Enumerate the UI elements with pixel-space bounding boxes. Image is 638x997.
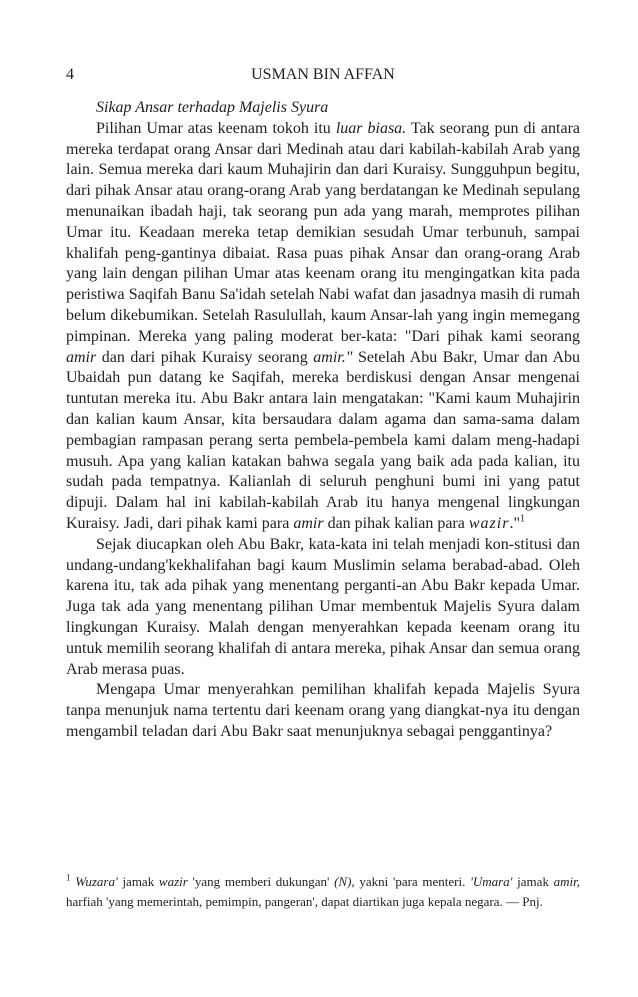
paragraph-1-text: dan dari pihak Kuraisy seorang — [96, 348, 314, 366]
footnote-term: 'Umara' — [470, 874, 513, 889]
emphasis-amir: amir — [66, 348, 97, 366]
footnote-text: harfiah 'yang memerintah, pemimpin, pangeran', dapat diartikan juga kepala negara. — Pnj. — [66, 894, 543, 909]
footnote-term: (N), — [334, 874, 355, 889]
paragraph-1-text: dan pihak kalian para — [323, 514, 469, 532]
page-number: 4 — [66, 66, 74, 83]
footnote-term: amir, — [553, 874, 581, 889]
body-text — [66, 98, 580, 743]
footnote-1 — [66, 872, 580, 912]
emphasis-amir-quote: amir." — [313, 348, 353, 366]
footnotes — [66, 872, 580, 912]
page-header — [66, 66, 580, 86]
paragraph-3: Mengapa Umar menyerahkan pemilihan khalifah kepada Majelis Syura tanpa menunjuk nama tertentu dari keenam orang yang diangkat-nya itu dengan mengambil teladan dari Abu Bakr saat menunjuknya sebagai penggantinya? — [66, 681, 580, 740]
section-heading: Sikap Ansar terhadap Majelis Syura — [96, 99, 329, 116]
paragraph-1-text: Setelah Abu Bakr, Umar dan Abu Ubaidah pun datang ke Saqifah, mereka berdiskusi dengan Ansar mengenai tuntutan mereka itu. Abu Bakr antara lain mengatakan: "Kami kaum Muhajirin dan kalian kaum Ansar, kita bersaudara dalam agama dan sama-sama dalam pembagian rampasan perang serta pembela-pembela kami dalam meng-hadapi musuh. Apa yang kalian katakan bahwa segala yang baik ada pada kalian, itu sudah pada tempatnya. Kalianlah di seluruh penghuni bumi ini yang patut dipuji. Dalam hal ini kabilah-kabilah Arab itu hanya mengenal lingkungan Kuraisy. Jadi, dari pihak kami para — [66, 348, 580, 532]
paragraph-1-text: Tak seorang pun di antara mereka terdapat orang Ansar dari Medinah atau dari kabilah-kabilah Arab yang lain. Semua mereka dari kaum Muhajirin dan dari Kuraisy. Sungguhpun begitu, dari pihak Ansar atau orang-orang Arab yang berdatangan ke Medinah sepulang menunaikan ibadah haji, tak seorang pun ada yang marah, memprotes pilihan Umar itu. Keadaan mereka tetap demikian sesudah Umar terbunuh, sampai khalifah peng-gantinya dibaiat. Rasa puas pihak Ansar dan orang-orang Arab yang lain dengan pilihan Umar atas keenam orang itu mengingatkan kita pada peristiwa Saqifah Banu Sa'idah setelah Nabi wafat dan jasadnya masih di rumah belum dikebumikan. Setelah Rasulullah, kaum Ansar-lah yang ingin memegang pimpinan. Mereka yang paling moderat ber-kata: "Dari pihak kami seorang — [66, 119, 580, 345]
paragraph-1 — [66, 119, 580, 535]
paragraph-1-text: Pilihan Umar atas keenam tokoh itu — [96, 119, 336, 137]
paragraph-1-text: ." — [509, 514, 520, 532]
emphasis-amir: amir — [293, 514, 324, 532]
footnote-text: jamak — [117, 874, 159, 889]
footnote-reference[interactable]: 1 — [519, 513, 525, 525]
footnote-number: 1 — [66, 872, 71, 883]
footnote-text: 'yang memberi dukungan' — [187, 874, 335, 889]
paragraph-2: Sejak diucapkan oleh Abu Bakr, kata-kata ini telah menjadi kon-stitusi dan undang-undang'kekhalifahan bagi kaum Muslimin selama berabad-abad. Oleh karena itu, tak ada pihak yang menentang perganti-an Abu Bakr kepada Umar. Juga tak ada yang menentang pilihan Umar membentuk Majelis Syura dalam lingkungan Kuraisy. Malah dengan menyerahkan kepada keenam orang itu untuk memilih seorang khalifah di antara mereka, pihak Ansar dan semua orang Arab merasa puas. — [66, 535, 580, 678]
footnote-text: jamak — [512, 874, 554, 889]
footnote-text: yakni 'para menteri. — [354, 874, 471, 889]
emphasis-wazir: wazir — [468, 514, 510, 532]
footnote-term: wazir — [158, 874, 188, 889]
footnote-term: Wuzara' — [75, 874, 118, 889]
emphasis-luar-biasa: luar biasa. — [335, 119, 407, 137]
running-title: USMAN BIN AFFAN — [251, 66, 395, 83]
